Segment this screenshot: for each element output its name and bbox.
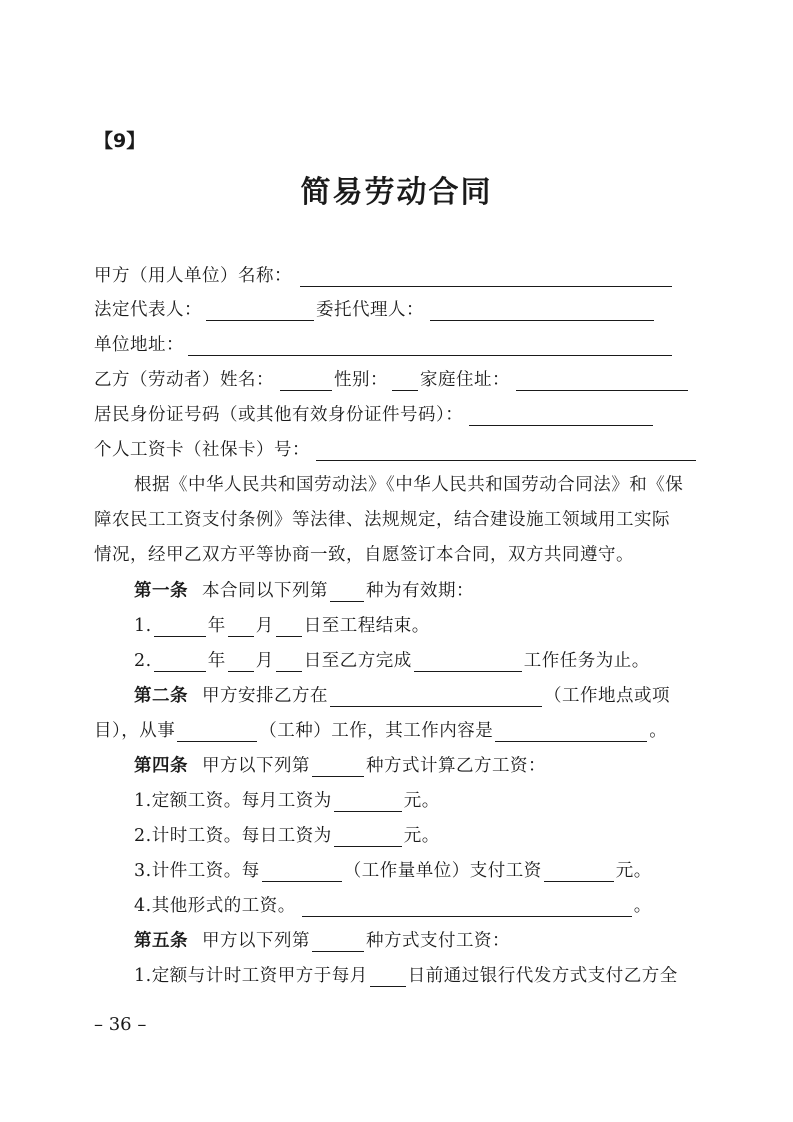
article-2-heading: 第二条 (134, 686, 188, 706)
wage-item-1-unit: 元。 (403, 791, 440, 811)
article-5-text-b: 种方式支付工资： (366, 931, 510, 951)
article-4-intro (134, 755, 546, 777)
wage-item-1 (134, 790, 440, 812)
address-blank[interactable] (188, 337, 672, 356)
option-2-year: 年 (207, 651, 226, 671)
agent-label: 委托代理人： (316, 300, 424, 320)
article-2-line-2 (94, 720, 667, 742)
preamble-line-3: 情况，经甲乙双方平等协商一致，自愿签订本合同，双方共同遵守。 (94, 545, 634, 565)
article-1-choice-blank[interactable] (330, 583, 364, 602)
option-1-year: 年 (207, 616, 226, 636)
work-unit-blank[interactable] (262, 863, 342, 882)
payment-item-1 (134, 965, 678, 987)
wage-item-4 (134, 895, 652, 917)
wage-item-3-text-b: （工作量单位）支付工资 (343, 861, 542, 881)
worker-row (94, 369, 690, 391)
agent-blank[interactable] (430, 302, 654, 321)
article-5-heading: 第五条 (134, 931, 188, 951)
pay-day-blank[interactable] (370, 968, 406, 987)
wage-item-3 (134, 860, 652, 882)
option-2-day: 日至乙方完成 (303, 651, 412, 671)
daily-wage-blank[interactable] (334, 828, 402, 847)
option-1-day: 日至工程结束。 (303, 616, 430, 636)
article-1-option-2 (134, 650, 650, 672)
article-4-text-b: 种方式计算乙方工资： (366, 756, 546, 776)
wage-item-3-text-a: 3.计件工资。每 (134, 861, 260, 881)
option-2-month-blank[interactable] (228, 653, 254, 672)
work-content-blank[interactable] (495, 723, 647, 742)
article-4-text-a: 甲方以下列第 (202, 756, 310, 776)
gender-label: 性别： (334, 370, 388, 390)
legal-rep-blank[interactable] (206, 302, 314, 321)
legal-rep-row (94, 299, 656, 321)
article-5-intro (134, 930, 510, 952)
monthly-wage-blank[interactable] (334, 793, 402, 812)
employer-name-blank[interactable] (300, 268, 672, 287)
option-1-year-blank[interactable] (154, 618, 206, 637)
article-1-heading: 第一条 (134, 581, 188, 601)
article-1-intro (134, 580, 474, 602)
article-1-text-a: 本合同以下列第 (202, 581, 328, 601)
id-blank[interactable] (469, 407, 653, 426)
legal-rep-label: 法定代表人： (94, 300, 202, 320)
section-tag: 【9】 (94, 130, 146, 152)
article-2-text-a: 甲方安排乙方在 (202, 686, 328, 706)
article-5-text-a: 甲方以下列第 (202, 931, 310, 951)
option-1-month-blank[interactable] (228, 618, 254, 637)
article-2-text-d: （工种）工作，其工作内容是 (259, 721, 494, 741)
wage-item-2-text: 2.计时工资。每日工资为 (134, 826, 332, 846)
article-1-text-b: 种为有效期： (366, 581, 474, 601)
article-2-text-b: （工作地点或项 (544, 686, 670, 706)
article-2-text-e: 。 (649, 721, 668, 741)
article-2-line-1 (134, 685, 670, 707)
article-2-text-c: 目），从事 (94, 721, 176, 741)
option-2-task-blank[interactable] (414, 653, 522, 672)
wage-item-3-unit: 元。 (615, 861, 652, 881)
id-row (94, 404, 655, 426)
wage-card-row (94, 439, 698, 461)
address-label: 单位地址： (94, 335, 184, 355)
payment-item-1-text-b: 日前通过银行代发方式支付乙方全 (407, 966, 678, 986)
page-number: – 36 – (94, 1014, 147, 1035)
wage-item-4-text: 4.其他形式的工资。 (134, 896, 296, 916)
piece-wage-blank[interactable] (544, 863, 614, 882)
home-address-label: 家庭住址： (420, 370, 510, 390)
option-1-day-blank[interactable] (276, 618, 302, 637)
option-2-month: 月 (255, 651, 274, 671)
employer-name-label: 甲方（用人单位）名称： (94, 266, 292, 286)
employer-name-row (94, 265, 674, 287)
article-4-heading: 第四条 (134, 756, 188, 776)
address-row (94, 334, 674, 356)
option-2-num: 2. (134, 651, 152, 671)
wage-item-4-end: 。 (633, 896, 652, 916)
id-label: 居民身份证号码（或其他有效身份证件号码）： (94, 405, 464, 425)
job-type-blank[interactable] (177, 723, 257, 742)
document-title: 简易劳动合同 (300, 175, 493, 210)
worker-name-label: 乙方（劳动者）姓名： (94, 370, 274, 390)
wage-item-2 (134, 825, 440, 847)
other-wage-blank[interactable] (302, 898, 632, 917)
preamble-line-2: 障农民工工资支付条例》等法律、法规规定，结合建设施工领域用工实际 (94, 510, 670, 530)
preamble-line-1: 根据《中华人民共和国劳动法》《中华人民共和国劳动合同法》和《保 (134, 475, 684, 495)
work-location-blank[interactable] (330, 688, 542, 707)
article-5-choice-blank[interactable] (312, 933, 364, 952)
option-2-end: 工作任务为止。 (523, 651, 650, 671)
home-address-blank[interactable] (516, 372, 688, 391)
option-1-num: 1. (134, 616, 152, 636)
option-2-year-blank[interactable] (154, 653, 206, 672)
article-1-option-1 (134, 615, 430, 637)
gender-blank[interactable] (392, 372, 418, 391)
article-4-choice-blank[interactable] (312, 758, 364, 777)
worker-name-blank[interactable] (280, 372, 332, 391)
wage-item-1-text: 1.定额工资。每月工资为 (134, 791, 332, 811)
payment-item-1-text-a: 1.定额与计时工资甲方于每月 (134, 966, 368, 986)
option-2-day-blank[interactable] (276, 653, 302, 672)
wage-card-blank[interactable] (316, 442, 696, 461)
wage-item-2-unit: 元。 (403, 826, 440, 846)
wage-card-label: 个人工资卡（社保卡）号： (94, 440, 310, 460)
option-1-month: 月 (255, 616, 274, 636)
